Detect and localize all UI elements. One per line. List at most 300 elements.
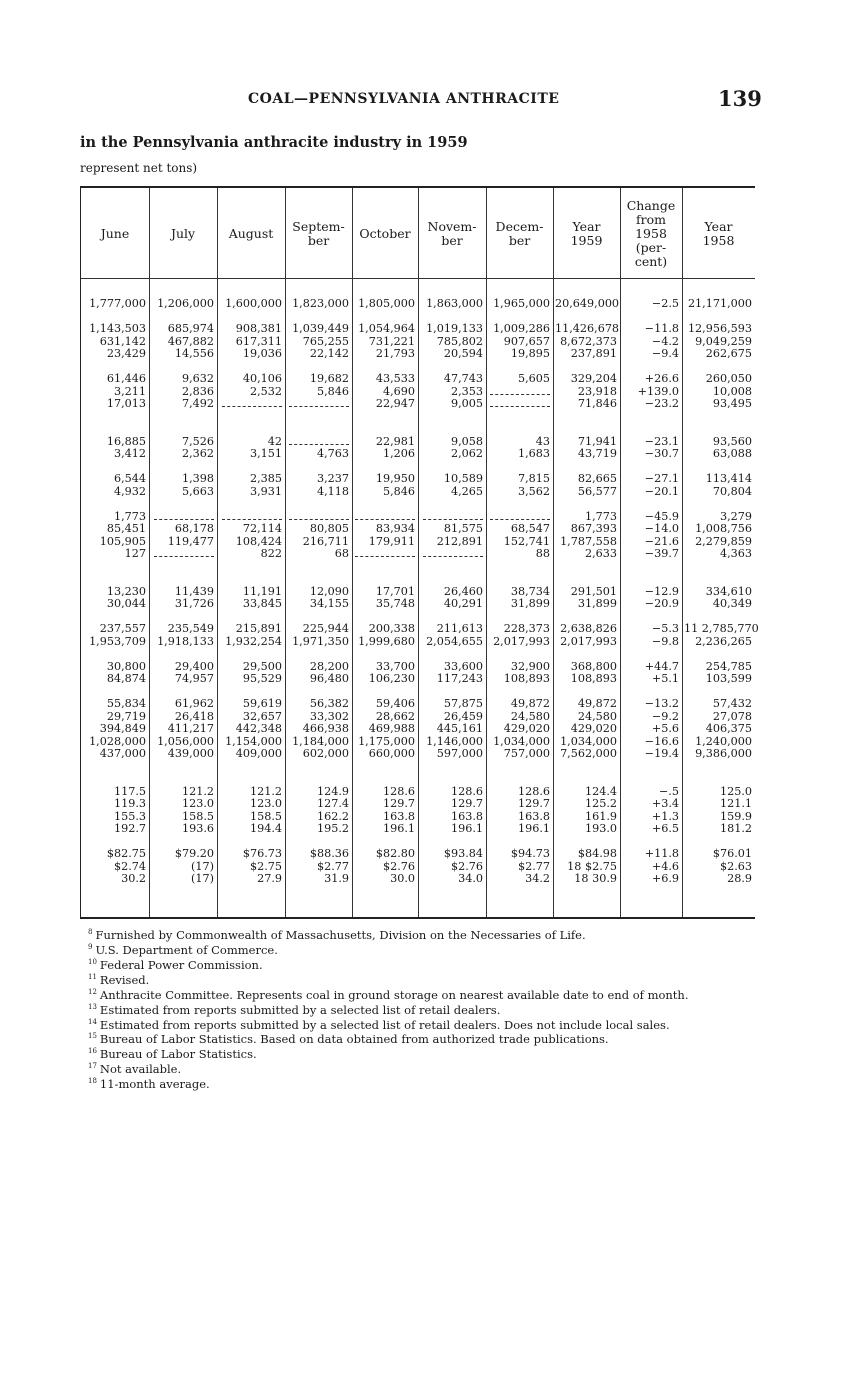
table-cell: 129.7: [450, 797, 483, 810]
table-cell: 731,221: [368, 334, 415, 348]
table-cell: 334,610: [705, 584, 752, 598]
dash-leader: [289, 436, 349, 445]
column-october: [354, 298, 415, 886]
running-head: COAL—PENNSYLVANIA ANTHRACITE: [248, 91, 560, 107]
table-cell: [555, 761, 617, 774]
table-cell: 163.8: [382, 809, 415, 823]
table-cell: [151, 411, 214, 424]
table-cell: $2.77: [316, 859, 349, 873]
table-cell: 108,424: [235, 534, 282, 548]
table-cell: 4,763: [316, 447, 349, 460]
footnote: [88, 1045, 688, 1060]
table-cell: 212,891: [436, 534, 483, 548]
table-cell: 124.4: [584, 784, 617, 798]
table-cell: 128.6: [517, 784, 550, 798]
table-cell: [555, 561, 617, 574]
column-header-november: Novem- ber: [427, 219, 477, 248]
table-cell: [622, 561, 679, 574]
table-cell: 40,349: [712, 597, 752, 610]
table-cell: [684, 423, 752, 436]
table-cell: 5,846: [316, 384, 349, 398]
table-cell: 26,418: [174, 709, 214, 723]
table-cell: [622, 773, 679, 786]
table-cell: [354, 548, 415, 561]
footnote-text: Anthracite Committee. Represents coal in ground storage on nearest available date to end of month.: [99, 987, 689, 1002]
table-cell: +5.1: [651, 672, 679, 685]
table-cell: −.5: [658, 784, 679, 798]
table-cell: 1,175,000: [358, 734, 415, 748]
table-cell: 21,171,000: [687, 297, 752, 310]
table-cell: −9.2: [651, 709, 679, 723]
table-cell: [219, 398, 282, 411]
table-cell: 9,058: [450, 434, 483, 448]
table-cell: 19,682: [309, 372, 349, 385]
table-cell: 3,151: [249, 447, 282, 460]
table-cell: 19,036: [242, 347, 282, 360]
table-cell: 9,386,000: [695, 747, 752, 760]
column-header-september: Septem- ber: [292, 219, 345, 248]
table-cell: −19.4: [644, 747, 679, 760]
table-cell: 43,719: [577, 447, 617, 460]
column-header-december: Decem- ber: [495, 219, 544, 248]
table-cell: [420, 761, 483, 774]
table-cell: −27.1: [644, 472, 679, 485]
table-cell: 71,846: [577, 397, 617, 410]
table-cell: $2.76: [382, 859, 415, 873]
table-cell: [420, 548, 483, 561]
table-cell: [684, 411, 752, 424]
table-cell: 8,672,373: [560, 334, 617, 348]
table-cell: [151, 561, 214, 574]
column-year1958: [684, 297, 759, 886]
table-cell: [287, 573, 349, 586]
table-cell: −23.2: [644, 397, 679, 410]
footnote-number: 16: [88, 1047, 97, 1056]
table-cell: [354, 573, 415, 586]
table-cell: −16.6: [644, 734, 679, 748]
table-cell: 429,020: [503, 722, 550, 735]
page-number: 139: [718, 86, 762, 111]
table-cell: [151, 548, 214, 561]
table-cell: −30.7: [644, 447, 679, 460]
table-cell: 11,191: [242, 584, 282, 598]
dash-leader: [423, 511, 483, 520]
table-cell: 5,846: [382, 484, 415, 498]
table-cell: 9,049,259: [695, 334, 752, 348]
table-cell: [555, 423, 617, 436]
footnotes: [88, 926, 688, 1090]
table-cell: [622, 498, 679, 511]
table-cell: −12.9: [644, 584, 679, 598]
table-cell: $82.80: [375, 847, 415, 860]
table-cell: 4,363: [719, 547, 752, 560]
table-cell: 291,501: [570, 584, 617, 598]
column-august: [219, 298, 282, 886]
table-cell: 38,734: [510, 584, 550, 598]
table-title: in the Pennsylvania anthracite industry in 1959: [80, 134, 468, 151]
table-cell: [420, 423, 483, 436]
table-cell: 127: [124, 547, 146, 560]
table-cell: 1,918,133: [157, 634, 214, 648]
table-cell: 4,265: [450, 484, 483, 498]
table-cell: 103,599: [705, 672, 752, 685]
table-cell: 1,932,254: [225, 634, 282, 648]
table-cell: 4,932: [113, 484, 146, 498]
table-cell: +44.7: [644, 659, 679, 673]
table-cell: 757,000: [503, 747, 550, 760]
footnote-text: Estimated from reports submitted by a selected list of retail dealers.: [99, 1002, 501, 1017]
table-cell: [555, 773, 617, 786]
table-cell: 429,020: [570, 722, 617, 735]
column-divider: [285, 188, 286, 917]
table-cell: [354, 498, 415, 511]
table-cell: 1,028,000: [89, 734, 146, 748]
column-year1959: [555, 297, 620, 886]
table-cell: [420, 561, 483, 574]
dash-leader: [490, 398, 550, 407]
table-cell: 409,000: [235, 747, 282, 760]
dash-leader: [289, 398, 349, 407]
footnote-text: Revised.: [99, 972, 150, 987]
table-cell: 4,690: [382, 384, 415, 398]
table-cell: 119.3: [113, 797, 146, 810]
table-cell: 158.5: [181, 809, 214, 823]
table-cell: 1,683: [517, 447, 550, 460]
table-cell: [219, 498, 282, 511]
table-cell: 1,008,756: [695, 522, 752, 535]
table-cell: 1,154,000: [225, 734, 282, 748]
table-cell: 368,800: [570, 659, 617, 673]
table-cell: 31.9: [324, 872, 349, 885]
table-cell: 121.2: [181, 784, 214, 798]
table-cell: 216,711: [302, 534, 349, 548]
table-cell: 200,338: [368, 622, 415, 635]
table-cell: 31,899: [577, 597, 617, 610]
table-cell: $79.20: [174, 847, 214, 860]
table-cell: [555, 411, 617, 424]
table-cell: 260,050: [705, 372, 752, 385]
table-cell: 80,805: [309, 522, 349, 535]
footnote-text: U.S. Department of Commerce.: [95, 942, 278, 957]
table-cell: 11,426,678: [555, 322, 620, 335]
table-cell: 1,777,000: [89, 297, 146, 310]
table-cell: 61,446: [106, 372, 146, 385]
table-cell: 411,217: [167, 722, 214, 735]
table-cell: 30,800: [106, 659, 146, 673]
footnote-text: Furnished by Commonwealth of Massachusetts, Division on the Necessaries of Life.: [95, 927, 586, 942]
table-cell: 82,665: [577, 472, 617, 485]
table-cell: 72,114: [242, 522, 282, 535]
table-cell: 129.7: [517, 797, 550, 810]
column-header-year1959: Year 1959: [570, 219, 603, 248]
table-cell: 74,957: [174, 672, 214, 685]
table-cell: −9.4: [651, 347, 679, 360]
table-cell: +1.3: [651, 809, 679, 823]
table-cell: 7,815: [517, 472, 550, 485]
table-cell: 5,663: [181, 484, 214, 498]
table-cell: 2,062: [450, 447, 483, 460]
table-cell: 158.5: [249, 809, 282, 823]
table-cell: [219, 648, 282, 661]
footnote: [88, 1001, 688, 1016]
table-subtitle: represent net tons): [80, 161, 198, 175]
table-cell: 1,206,000: [157, 297, 214, 310]
table-cell: 660,000: [368, 747, 415, 760]
table-cell: 43: [535, 434, 550, 448]
table-cell: [420, 573, 483, 586]
table-cell: [219, 573, 282, 586]
table-cell: 28,662: [375, 709, 415, 723]
table-cell: 47,743: [443, 372, 483, 385]
table-cell: [488, 411, 550, 424]
table-cell: +6.9: [651, 872, 679, 885]
table-cell: [219, 423, 282, 436]
table-cell: 31,726: [174, 597, 214, 610]
table-cell: 3,412: [113, 447, 146, 460]
table-cell: 617,311: [235, 334, 282, 348]
table-cell: [83, 573, 146, 586]
table-cell: 254,785: [705, 659, 752, 673]
table-cell: 3,562: [517, 484, 550, 498]
table-cell: [219, 561, 282, 574]
table-cell: 469,988: [368, 722, 415, 735]
column-divider: [352, 188, 353, 917]
table-cell: $2.74: [113, 859, 146, 873]
dash-leader: [154, 548, 214, 557]
table-cell: [420, 773, 483, 786]
table-cell: 35,748: [375, 597, 415, 610]
table-cell: 1,009,286: [493, 322, 550, 335]
table-cell: [488, 573, 550, 586]
table-cell: 13,230: [106, 584, 146, 598]
table-cell: 26,460: [443, 584, 483, 598]
table-cell: 1,034,000: [493, 734, 550, 748]
table-cell: $88.36: [309, 847, 349, 860]
table-cell: 129.7: [382, 797, 415, 810]
table-cell: 181.2: [719, 822, 752, 835]
table-cell: [622, 761, 679, 774]
table-cell: 406,375: [705, 722, 752, 735]
table-cell: [83, 411, 146, 424]
table-cell: 394,849: [99, 722, 146, 735]
column-header-october: October: [359, 226, 411, 241]
table-cell: −20.1: [644, 484, 679, 498]
table-cell: 24,580: [577, 709, 617, 723]
table-cell: [83, 761, 146, 774]
dash-leader: [490, 511, 550, 520]
table-cell: 228,373: [503, 622, 550, 635]
table-cell: 18 30.9: [574, 872, 617, 885]
table-cell: 40,106: [242, 372, 282, 385]
table-cell: 71,941: [577, 434, 617, 448]
table-cell: 20,649,000: [555, 297, 620, 310]
table-cell: 193.6: [181, 822, 214, 835]
table-cell: 329,204: [570, 372, 617, 385]
table-cell: 20,594: [443, 347, 483, 360]
table-cell: 159.9: [719, 809, 752, 823]
table-cell: 59,406: [375, 697, 415, 710]
table-cell: [354, 423, 415, 436]
table-cell: 28,200: [309, 659, 349, 673]
table-cell: [287, 773, 349, 786]
table-cell: +26.6: [644, 372, 679, 385]
table-cell: 2,017,993: [560, 634, 617, 648]
column-divider: [418, 188, 419, 917]
table-cell: 61,962: [174, 697, 214, 710]
footnote: [88, 1016, 688, 1031]
table-cell: 30.0: [390, 872, 415, 885]
table-cell: 194.4: [249, 822, 282, 835]
table-cell: 121.2: [249, 784, 282, 798]
table-cell: 10,589: [443, 472, 483, 485]
table-cell: 119,477: [167, 534, 214, 548]
table-cell: 237,557: [99, 622, 146, 635]
table-cell: 1,971,350: [292, 634, 349, 648]
table-cell: 2,532: [249, 384, 282, 398]
column-header-year1958: Year 1958: [702, 219, 735, 248]
table-cell: 685,974: [167, 322, 214, 335]
table-cell: 117.5: [113, 784, 146, 798]
table-cell: [287, 411, 349, 424]
table-cell: 2,638,826: [560, 622, 617, 635]
table-cell: 105,905: [99, 534, 146, 548]
table-cell: 1,953,709: [89, 634, 146, 648]
table-cell: $2.77: [517, 859, 550, 873]
table-cell: $76.01: [712, 847, 752, 860]
column-header-july: July: [170, 226, 196, 241]
table-cell: 56,577: [577, 484, 617, 498]
table-cell: 32,900: [510, 659, 550, 673]
table-cell: [684, 573, 752, 586]
dash-leader: [423, 548, 483, 557]
dash-leader: [289, 511, 349, 520]
footnote-text: 11-month average.: [99, 1077, 210, 1092]
table-cell: 152,741: [503, 534, 550, 548]
table-cell: 215,891: [235, 622, 282, 635]
column-divider: [620, 188, 621, 917]
table-cell: +5.6: [651, 722, 679, 735]
table-cell: −23.1: [644, 434, 679, 448]
footnote: [88, 1075, 688, 1090]
table-cell: 2,054,655: [426, 634, 483, 648]
column-change: [622, 298, 679, 886]
table-cell: 4,118: [316, 484, 349, 498]
table-cell: 33,600: [443, 659, 483, 673]
column-divider: [486, 188, 487, 917]
table-cell: 93,495: [712, 397, 752, 410]
table-cell: −5.3: [651, 622, 679, 635]
table-cell: 196.1: [382, 822, 415, 835]
column-november: [420, 298, 483, 886]
table-cell: 2,362: [181, 447, 214, 460]
table-cell: [83, 773, 146, 786]
table-cell: +4.6: [651, 859, 679, 873]
table-cell: [488, 423, 550, 436]
table-cell: 70,804: [712, 484, 752, 498]
table-cell: 33,700: [375, 659, 415, 673]
table-cell: 17,701: [375, 584, 415, 598]
table-cell: 21,793: [375, 347, 415, 360]
table-cell: 34.0: [458, 872, 483, 885]
table-cell: −45.9: [644, 509, 679, 523]
table-cell: [420, 648, 483, 661]
table-cell: 123.0: [249, 797, 282, 810]
table-cell: −39.7: [644, 547, 679, 560]
dash-leader: [490, 386, 550, 395]
table-cell: 1,787,558: [560, 534, 617, 548]
table-cell: [287, 761, 349, 774]
table-cell: [555, 498, 617, 511]
table-cell: 237,891: [570, 347, 617, 360]
footnote-number: 9: [88, 942, 93, 951]
table-cell: 12,956,593: [687, 322, 752, 335]
table-cell: 68,547: [510, 522, 550, 535]
table-cell: [83, 498, 146, 511]
table-cell: 30.2: [121, 872, 146, 885]
table-cell: 68: [334, 547, 349, 560]
table-cell: 128.6: [450, 784, 483, 798]
table-cell: [287, 423, 349, 436]
table-cell: [219, 411, 282, 424]
data-table: [80, 186, 759, 919]
table-cell: [488, 386, 550, 399]
table-cell: −20.9: [644, 597, 679, 610]
footnote-text: Not available.: [99, 1062, 182, 1077]
dash-leader: [355, 511, 415, 520]
dash-leader: [222, 398, 282, 407]
footnote: [88, 986, 688, 1001]
table-cell: 765,255: [302, 334, 349, 348]
table-cell: 2,385: [249, 472, 282, 485]
table-cell: 19,950: [375, 472, 415, 485]
table-cell: [151, 648, 214, 661]
table-cell: 121.1: [719, 797, 752, 810]
table-cell: 11,439: [174, 584, 214, 598]
table-cell: 17,013: [106, 397, 146, 410]
table-cell: 179,911: [368, 534, 415, 548]
table-cell: 225,944: [302, 622, 349, 635]
table-cell: 1,019,133: [426, 322, 483, 335]
table-cell: 30,044: [106, 597, 146, 610]
footnote-number: 12: [88, 987, 97, 996]
table-cell: 192.7: [113, 822, 146, 835]
table-cell: 81,575: [443, 522, 483, 535]
table-cell: [488, 773, 550, 786]
table-cell: [151, 773, 214, 786]
table-cell: [287, 561, 349, 574]
footnote-number: 8: [88, 928, 93, 936]
table-cell: (17): [191, 872, 214, 885]
footnote: [88, 926, 688, 941]
table-cell: 602,000: [302, 747, 349, 760]
table-cell: [622, 648, 679, 661]
table-cell: −4.2: [651, 334, 679, 348]
column-divider: [682, 188, 683, 917]
table-cell: 2,279,859: [695, 534, 752, 548]
table-cell: 9,005: [450, 397, 483, 410]
table-cell: 123.0: [181, 797, 214, 810]
table-cell: 84,874: [106, 672, 146, 685]
table-cell: −21.6: [644, 534, 679, 548]
table-cell: 1,805,000: [358, 297, 415, 310]
table-cell: −14.0: [644, 522, 679, 535]
table-cell: $82.75: [106, 847, 146, 860]
table-cell: 23,429: [106, 347, 146, 360]
table-cell: 1,206: [382, 447, 415, 460]
footnote-text: Bureau of Labor Statistics.: [99, 1047, 257, 1062]
table-cell: 113,414: [705, 472, 752, 485]
table-cell: [287, 498, 349, 511]
